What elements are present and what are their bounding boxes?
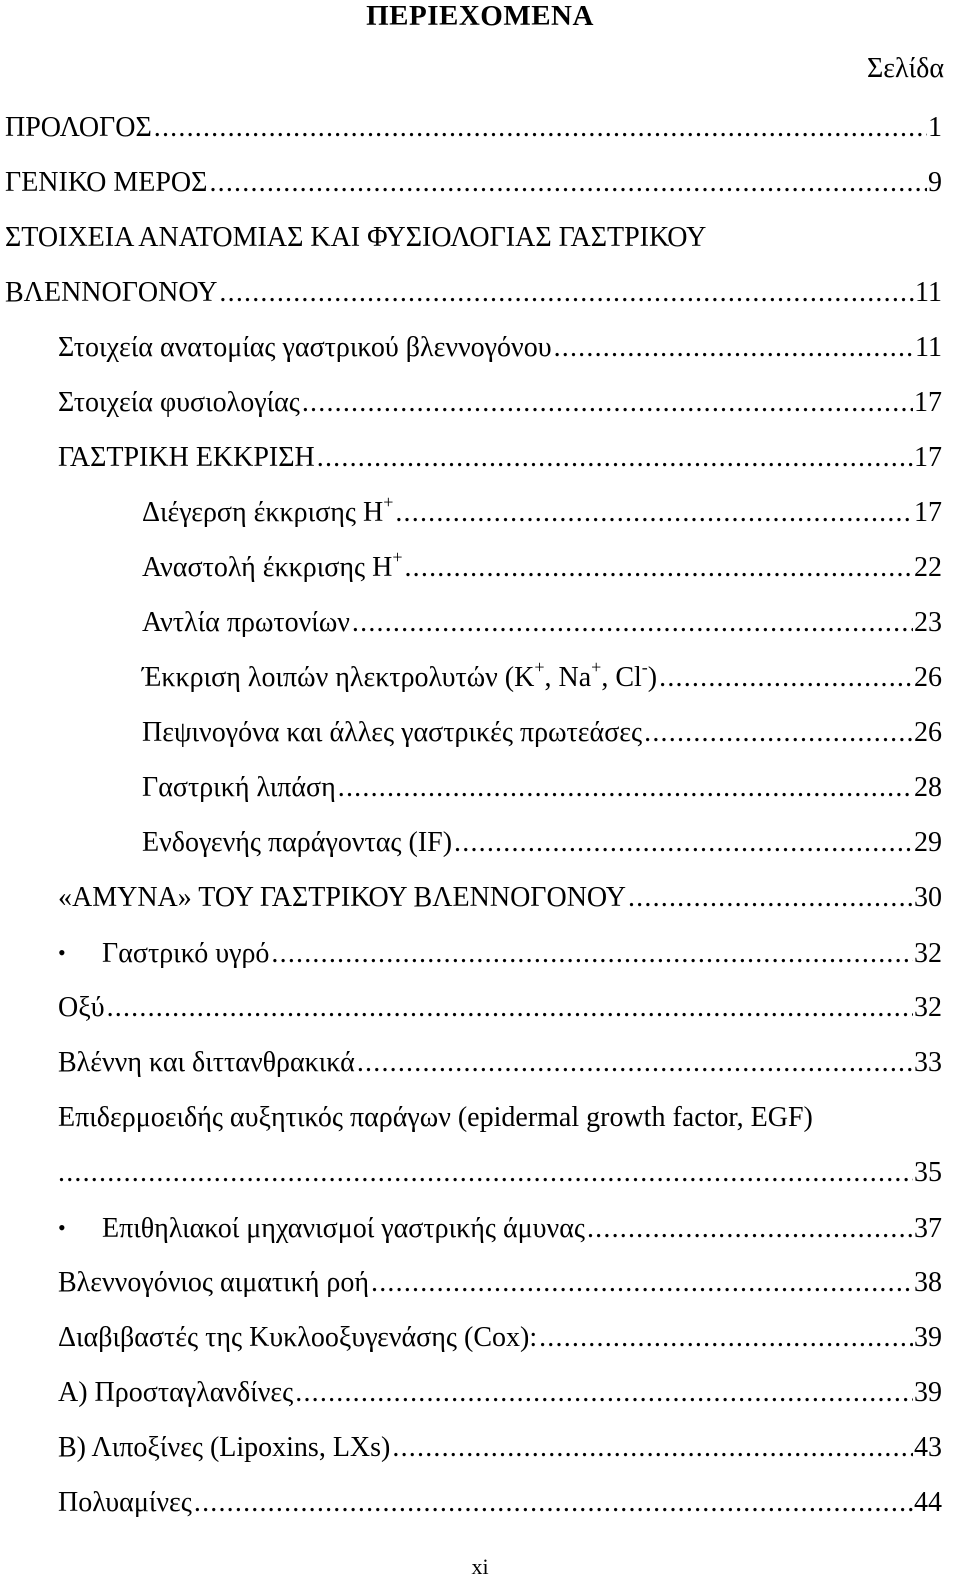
dot-leader xyxy=(628,870,913,925)
toc-entry-prologos[interactable] xyxy=(0,100,960,155)
toc-entry-page: 33 xyxy=(914,1047,942,1078)
toc-entry-title: «ΑΜΥΝΑ» ΤΟΥ ΓΑΣΤΡΙΚΟΥ ΒΛΕΝΝΟΓΟΝΟΥ xyxy=(58,882,626,913)
toc-entry-gastriki-ekkrisi[interactable] xyxy=(0,430,960,485)
toc-entry-endogenis-paragontas[interactable] xyxy=(0,815,960,870)
toc-entry-title xyxy=(58,485,395,540)
toc-entry-title-text: Γαστρικό υγρό xyxy=(102,938,270,969)
dot-leader xyxy=(154,100,927,155)
toc-entry-page: 26 xyxy=(914,662,942,693)
toc-entry-anastoli-ekkrisis[interactable] xyxy=(0,540,960,595)
toc-entry-page: 17 xyxy=(914,497,942,528)
superscript: + xyxy=(383,492,394,512)
toc-entry-title: Αντλία πρωτονίων xyxy=(142,607,350,638)
toc-entry-page: 35 xyxy=(914,1157,942,1188)
toc-entry-title-text: , Na xyxy=(544,662,592,693)
toc-entry-page: 11 xyxy=(915,277,942,308)
toc-entry-page: 23 xyxy=(914,607,942,638)
toc-entry-page: 28 xyxy=(914,772,942,803)
dot-leader xyxy=(357,1035,913,1090)
dot-leader xyxy=(107,980,913,1035)
toc-entry-page: 29 xyxy=(914,827,942,858)
superscript: + xyxy=(534,657,545,677)
toc-entry-page: 32 xyxy=(914,992,942,1023)
toc-entry-title: ΒΛΕΝΝΟΓΟΝΟΥ xyxy=(5,277,218,308)
dot-leader xyxy=(219,265,914,320)
toc-entry-psinogona[interactable] xyxy=(0,705,960,760)
toc-entry-page: 39 xyxy=(914,1377,942,1408)
dot-leader xyxy=(371,1255,913,1310)
dot-leader xyxy=(404,540,913,595)
toc-entry-page: 30 xyxy=(914,882,942,913)
toc-entry-title xyxy=(58,925,271,981)
dot-leader xyxy=(554,320,914,375)
dot-leader xyxy=(58,1145,913,1200)
toc-entry-title xyxy=(58,540,404,595)
toc-entry-page: 32 xyxy=(914,938,942,969)
toc-entry-title-text: Επιθηλιακοί μηχανισμοί γαστρικής άμυνας xyxy=(102,1213,585,1244)
toc-entry-ekkrisi-ilektrolyton[interactable] xyxy=(0,650,960,705)
page-column-header: Σελίδα xyxy=(866,53,944,84)
toc-entry-anatomia-vlennogonou[interactable] xyxy=(0,320,960,375)
toc-entry-fysiologia[interactable] xyxy=(0,375,960,430)
toc-entry-polyamines[interactable] xyxy=(0,1475,960,1530)
toc-entry-page: 44 xyxy=(914,1487,942,1518)
toc-entry-title: Πολυαμίνες xyxy=(58,1487,192,1518)
toc-entry-page: 37 xyxy=(914,1213,942,1244)
toc-entry-title: Βλεννογόνιος αιματική ροή xyxy=(58,1267,370,1298)
toc-entry-vlennogonou[interactable] xyxy=(0,265,960,320)
toc-entry-diavivastes-cox[interactable] xyxy=(0,1310,960,1365)
toc-entry-title: Οξύ xyxy=(58,992,105,1023)
toc-entry-title: Διαβιβαστές της Κυκλοοξυγενάσης (Cox): xyxy=(58,1322,538,1353)
toc-entry-title xyxy=(58,1200,587,1256)
toc-entry-oxy[interactable] xyxy=(0,980,960,1035)
dot-leader xyxy=(194,1475,913,1530)
toc-entry-title: Πεψινογόνα και άλλες γαστρικές πρωτεάσες xyxy=(142,717,643,748)
toc-entry-title: Στοιχεία ανατομίας γαστρικού βλεννογόνου xyxy=(58,332,552,363)
toc-entry-title: Ενδογενής παράγοντας (IF) xyxy=(142,827,453,858)
footer-page-number: xi xyxy=(471,1554,489,1579)
toc-entry-title: ΣΤΟΙΧΕΙΑ ΑΝΑΤΟΜΙΑΣ ΚΑΙ ΦΥΣΙΟΛΟΓΙΑΣ ΓΑΣΤΡΙΚΟΥ xyxy=(5,222,707,253)
toc-entry-page: 39 xyxy=(914,1322,942,1353)
toc-entry-lipoxines[interactable] xyxy=(0,1420,960,1475)
toc-entry-page: 22 xyxy=(914,552,942,583)
superscript: - xyxy=(641,657,648,677)
dot-leader xyxy=(587,1201,913,1256)
toc-entry-page: 26 xyxy=(914,717,942,748)
toc-entry-title: Β) Λιποξίνες (Lipoxins, LXs) xyxy=(58,1432,391,1463)
bullet-icon: • xyxy=(58,940,66,965)
dot-leader xyxy=(659,650,913,705)
toc-entry-page: 1 xyxy=(928,112,942,143)
toc-entry-title-text: Διέγερση έκκρισης Η xyxy=(142,497,384,528)
dot-leader xyxy=(302,375,913,430)
toc-entry-page: 43 xyxy=(914,1432,942,1463)
toc-entry-title-text: , Cl xyxy=(601,662,642,693)
dot-leader xyxy=(644,705,913,760)
toc-entry-title-text: ) xyxy=(647,662,658,693)
bullet-icon: • xyxy=(58,1215,66,1240)
toc-entry-aimatiki-roi[interactable] xyxy=(0,1255,960,1310)
toc-entry-page: 17 xyxy=(914,387,942,418)
dot-leader xyxy=(317,430,913,485)
superscript: + xyxy=(392,547,403,567)
dot-leader xyxy=(338,760,913,815)
toc-entry-title: Επιδερμοειδής αυξητικός παράγων (epidermal growth factor, EGF) xyxy=(58,1102,813,1133)
toc-entry-stoixeia-anatomias[interactable] xyxy=(0,210,960,265)
table-of-contents xyxy=(0,100,960,1530)
dot-leader xyxy=(352,595,913,650)
toc-entry-prostaglandines[interactable] xyxy=(0,1365,960,1420)
dot-leader xyxy=(539,1310,913,1365)
toc-entry-egf[interactable] xyxy=(0,1090,960,1145)
toc-entry-title-text: Αναστολή έκκρισης Η xyxy=(142,552,393,583)
dot-leader xyxy=(209,155,927,210)
dot-leader xyxy=(395,485,913,540)
dot-leader xyxy=(271,926,913,981)
dot-leader xyxy=(392,1420,913,1475)
toc-entry-egf-continued[interactable] xyxy=(0,1145,960,1200)
toc-entry-page: 9 xyxy=(928,167,942,198)
toc-entry-title-text: Έκκριση λοιπών ηλεκτρολυτών (K xyxy=(142,662,535,693)
toc-entry-title: Στοιχεία φυσιολογίας xyxy=(58,387,300,418)
toc-entry-diegersi-ekkrisis[interactable] xyxy=(0,485,960,540)
toc-entry-antlia-protonion[interactable] xyxy=(0,595,960,650)
dot-leader xyxy=(454,815,913,870)
toc-entry-page: 11 xyxy=(915,332,942,363)
toc-entry-title xyxy=(58,650,659,705)
superscript: + xyxy=(591,657,602,677)
toc-entry-page: 38 xyxy=(914,1267,942,1298)
toc-entry-title: Γαστρική λιπάση xyxy=(142,772,336,803)
toc-entry-epithiliakoi-michanismoi[interactable] xyxy=(0,1200,960,1255)
dot-leader xyxy=(295,1365,913,1420)
toc-entry-title: ΓΕΝΙΚΟ ΜΕΡΟΣ xyxy=(5,167,208,198)
toc-entry-title: ΓΑΣΤΡΙΚΗ ΕΚΚΡΙΣΗ xyxy=(58,442,315,473)
toc-entry-page: 17 xyxy=(914,442,942,473)
toc-entry-title: Βλέννη και διττανθρακικά xyxy=(58,1047,355,1078)
toc-entry-gastriki-lipasi[interactable] xyxy=(0,760,960,815)
toc-entry-amyna[interactable] xyxy=(0,870,960,925)
page-title: ΠΕΡΙΕΧΟΜΕΝΑ xyxy=(366,0,594,32)
toc-entry-geniko-meros[interactable] xyxy=(0,155,960,210)
toc-entry-title: ΠΡΟΛΟΓΟΣ xyxy=(5,112,152,143)
toc-entry-gastriko-ygro[interactable] xyxy=(0,925,960,980)
toc-entry-title: Α) Προσταγλανδίνες xyxy=(58,1377,294,1408)
toc-entry-vlenni[interactable] xyxy=(0,1035,960,1090)
